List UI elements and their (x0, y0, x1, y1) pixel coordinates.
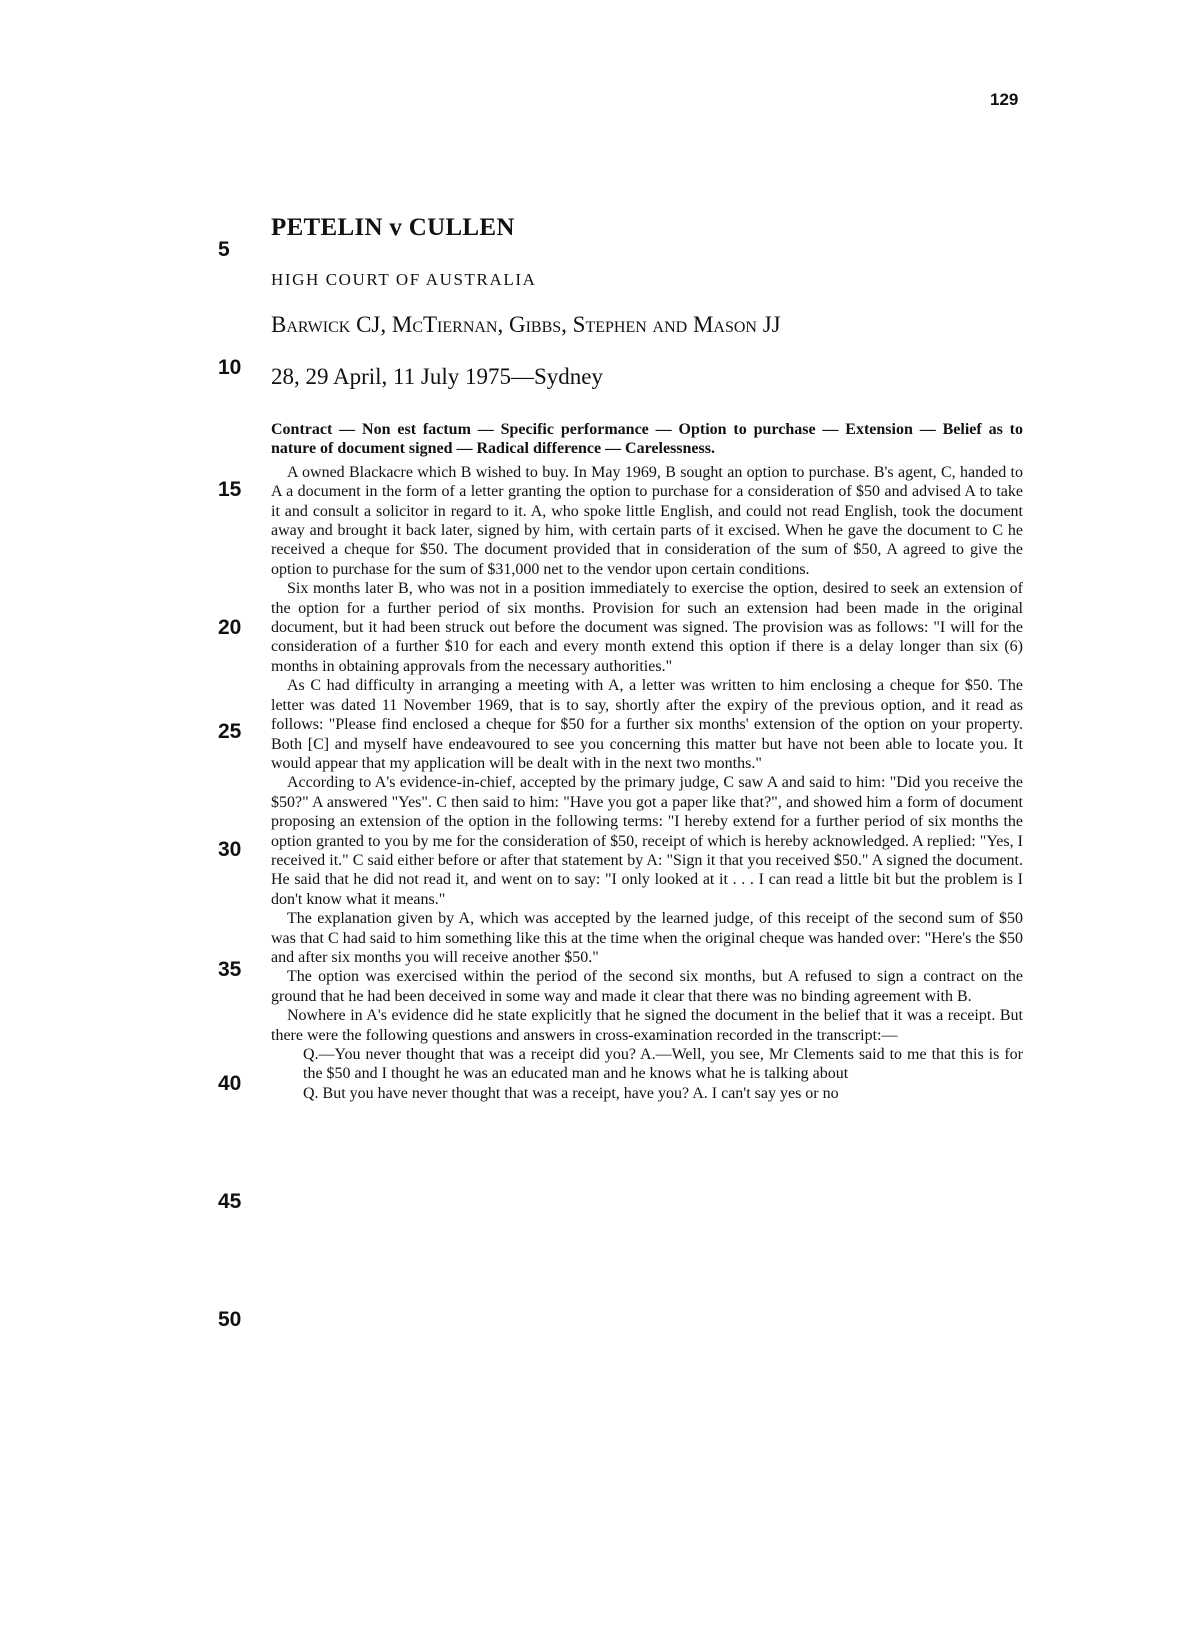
transcript-qa: Q.—You never thought that was a receipt did you? A.—Well, you see, Mr Clements said to me that this is for the $50 and I thought he was an educated man and he knows what he is talking about (303, 1046, 1023, 1083)
line-number-45: 45 (218, 1190, 242, 1213)
line-number-35: 35 (218, 958, 242, 981)
transcript-qa: Q. But you have never thought that was a receipt, have you? A. I can't say yes or no (303, 1084, 839, 1102)
headnote-paragraph: A owned Blackacre which B wished to buy. In May 1969, B sought an option to purchase. B's agent, C, handed to A a document in the form of a letter granting the option to purchase for a consideration of $50 and advised A to take it and consult a solicitor in regard to it. A, who spoke little English, and could not read English, took the document away and brought it back later, signed by him, with certain parts of it excised. When he gave the document to C he received a cheque for $50. The document provided that in consideration of the sum of $50, A agreed to give the option to purchase for the sum of $31,000 net to the vendor upon certain conditions. (271, 463, 1023, 578)
headnote-paragraph: The explanation given by A, which was accepted by the learned judge, of this receipt of the second sum of $50 was that C had said to him something like this at the time when the original cheque was handed over: "Here's the $50 and after six months you will receive another $50." (271, 910, 1023, 966)
headnote-paragraph: Six months later B, who was not in a position immediately to exercise the option, desired to seek an extension of the option for a further period of six months. Provision for such an extension had been made in the original document, but it had been struck out before the document was signed. The provision was as follows: "I will for the consideration of a further $10 for each and every month extend this option if there is a delay longer than six (6) months in obtaining approvals from the necessary authorities." (271, 580, 1023, 675)
line-number-20: 20 (218, 616, 242, 639)
judges-line: Barwick CJ, McTiernan, Gibbs, Stephen and Mason JJ (271, 312, 781, 337)
judgment-body (271, 420, 1023, 1103)
line-number-15: 15 (218, 478, 242, 501)
headnote-paragraph: Nowhere in A's evidence did he state explicitly that he signed the document in the belief that it was a receipt. But there were the following questions and answers in cross-examination recorded in the transcript:— (271, 1007, 1023, 1044)
line-number-25: 25 (218, 720, 242, 743)
hearing-dates: 28, 29 April, 11 July 1975—Sydney (271, 364, 604, 389)
case-title: PETELIN v CULLEN (271, 214, 515, 241)
page-number: 129 (990, 90, 1019, 109)
line-number-50: 50 (218, 1308, 242, 1331)
catchwords: Contract — Non est factum — Specific performance — Option to purchase — Extension — Belief as to nature of document signed — Radical difference — Carelessness. (271, 421, 1023, 458)
line-number-40: 40 (218, 1072, 242, 1095)
headnote-paragraph: According to A's evidence-in-chief, accepted by the primary judge, C saw A and said to him: "Did you receive the $50?" A answered "Yes". C then said to him: "Have you got a paper like that?", and showed him a form of document proposing an extension of the option in the following terms: "I hereby extend for a further period of six months the option granted to you by me for the consideration of $50, receipt of which is hereby acknowledged. A replied: "Yes, I received it." C said either before or after that statement by A: "Sign it that you received $50." A signed the document. He said that he did not read it, and went on to say: "I only looked at it . . . I can read a little bit but the problem is I don't know what it means." (271, 774, 1023, 908)
line-number-30: 30 (218, 838, 242, 861)
court-name: HIGH COURT OF AUSTRALIA (271, 270, 537, 289)
line-number-10: 10 (218, 356, 242, 379)
headnote-paragraph: The option was exercised within the period of the second six months, but A refused to sign a contract on the ground that he had been deceived in some way and made it clear that there was no binding agreement with B. (271, 968, 1023, 1005)
headnote-paragraph: As C had difficulty in arranging a meeting with A, a letter was written to him enclosing a cheque for $50. The letter was dated 11 November 1969, that is to say, shortly after the expiry of the previous option, and it read as follows: "Please find enclosed a cheque for $50 for a further six months' extension of the option on your property. Both [C] and myself have endeavoured to see you concerning this matter but have not been able to locate you. It would appear that my application will be dealt with in the next two months." (271, 677, 1023, 772)
line-number-5: 5 (218, 238, 230, 261)
